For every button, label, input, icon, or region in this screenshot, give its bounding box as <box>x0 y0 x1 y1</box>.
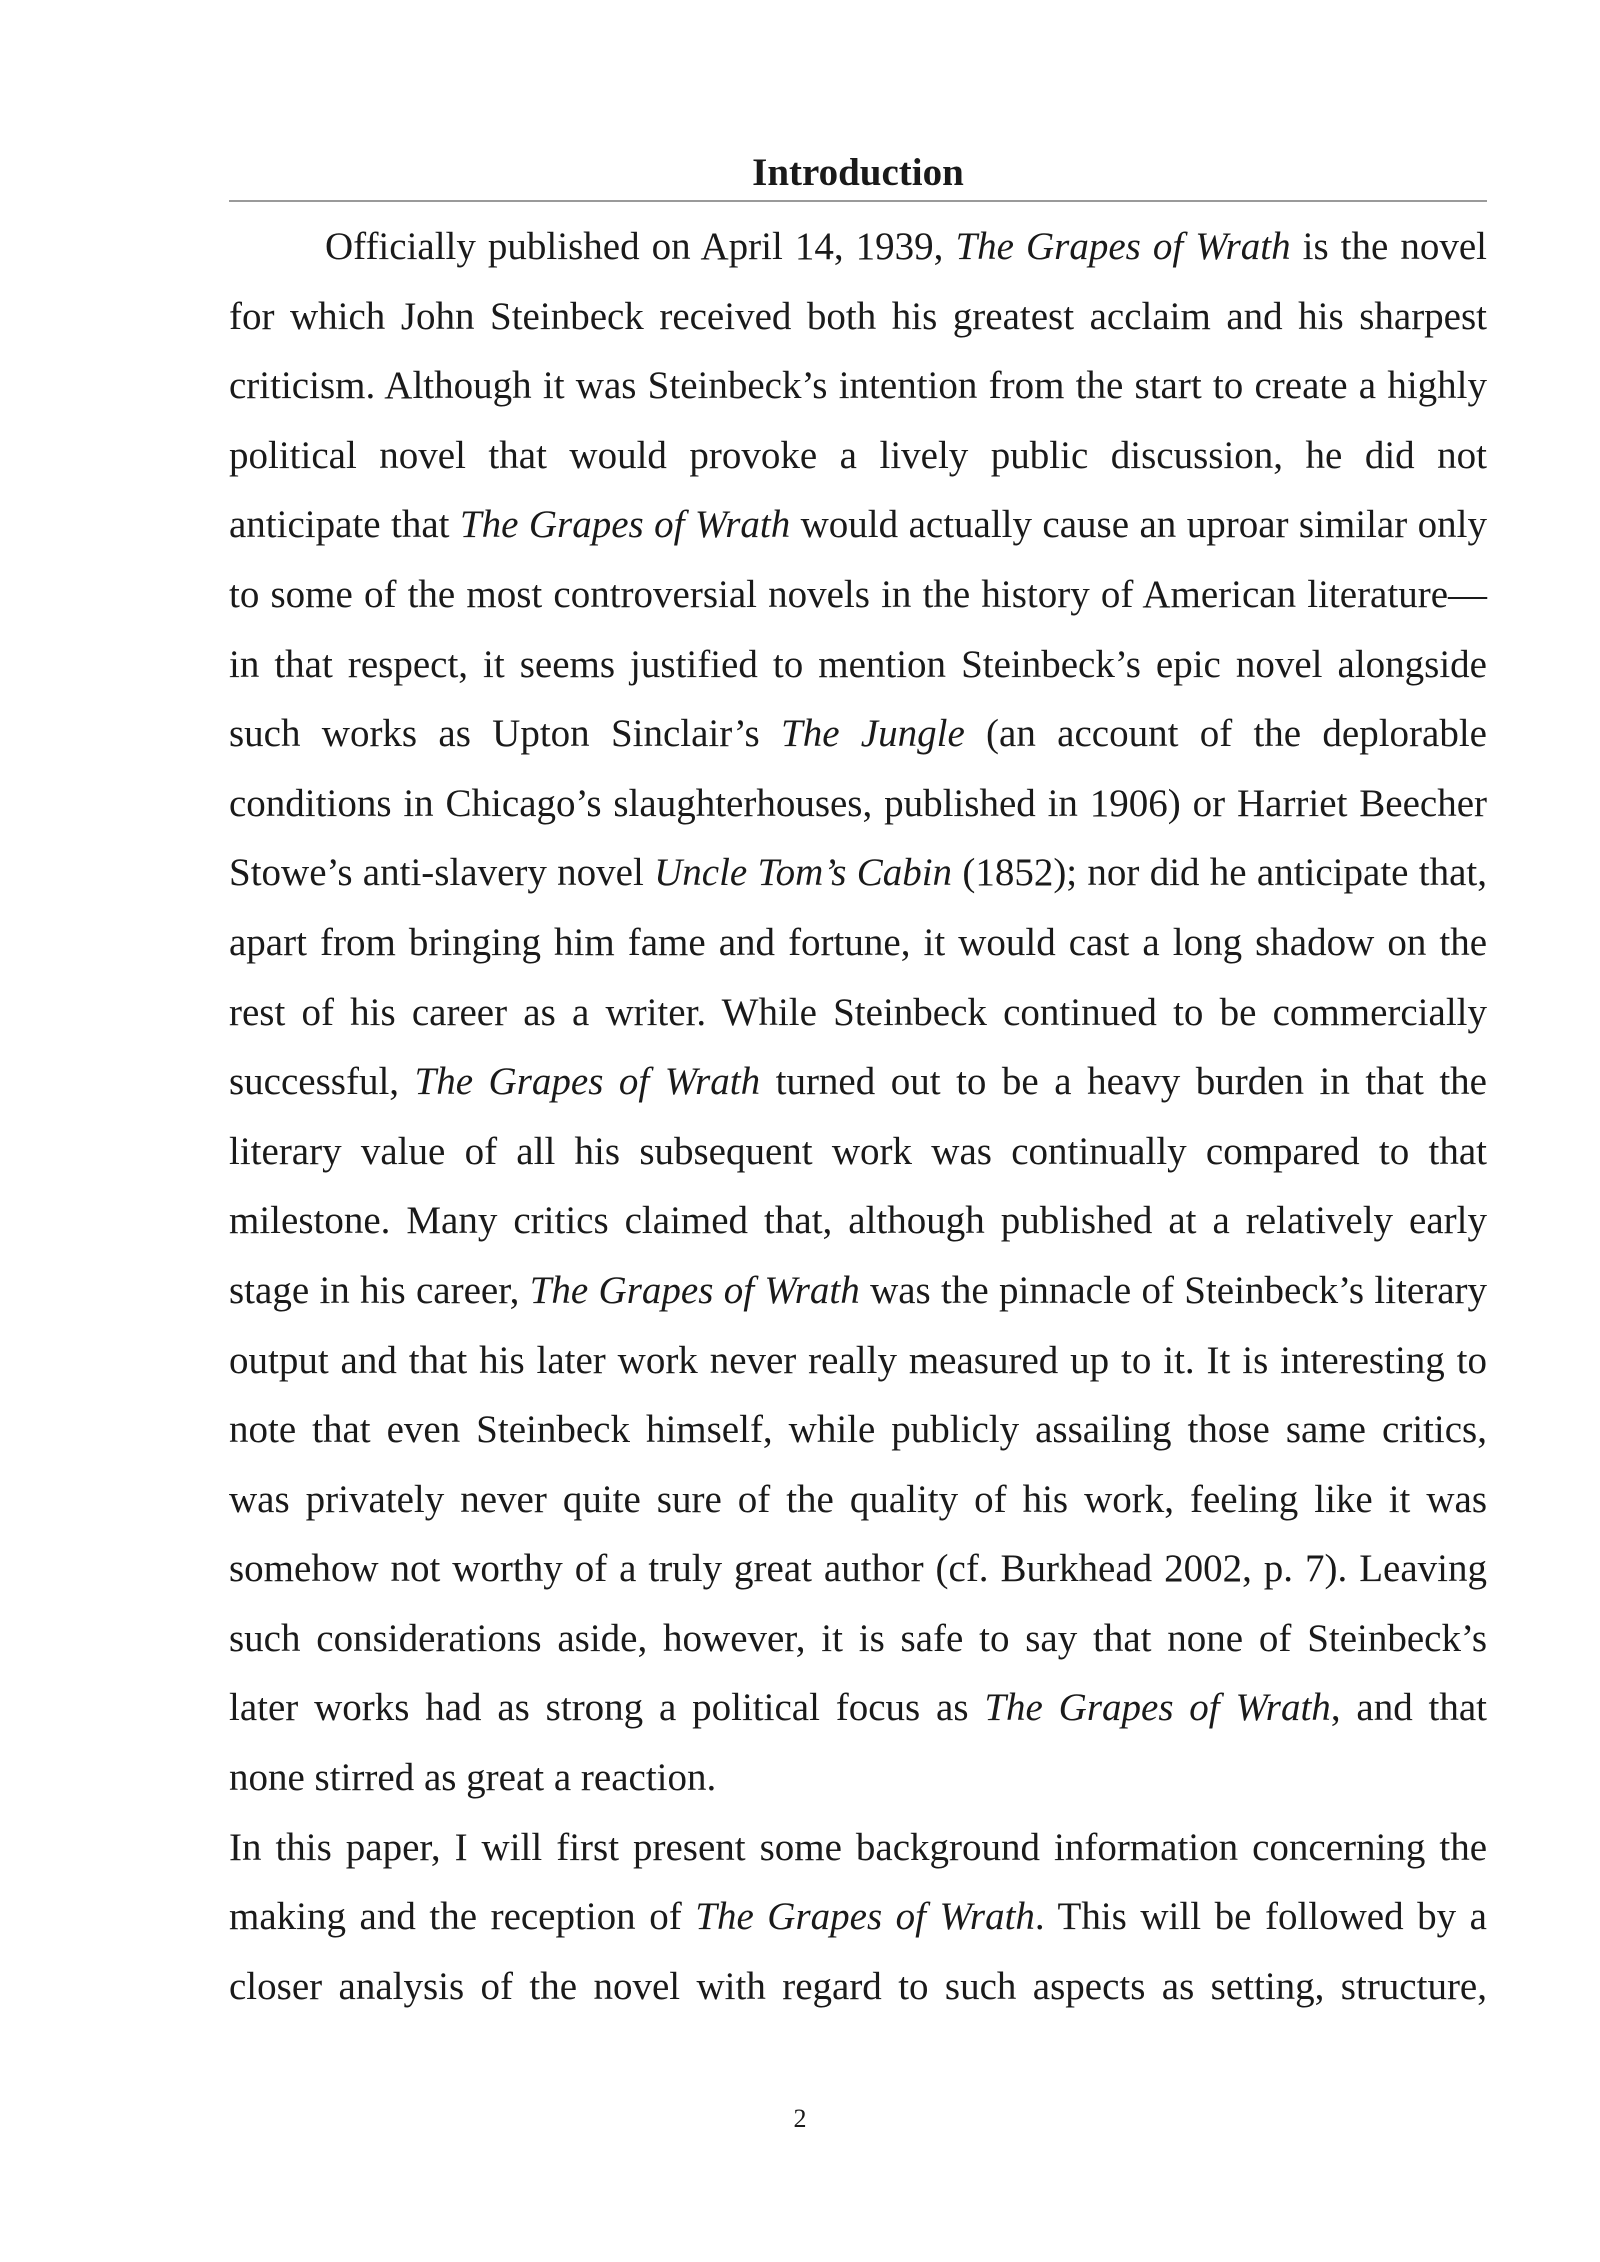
book-title: The Grapes of Wrath <box>695 1895 1035 1939</box>
book-title: Uncle Tom’s Cabin <box>654 851 953 895</box>
text-run: (1852); nor did he anticipate that, apart from bringing him fame and fortune, it would cast a long shadow on the rest of his career as a writer. While Steinbeck continued to be commercially successful, <box>229 851 1487 1104</box>
text-run: turned out to be a heavy burden in that the literary value of all his subsequent work was continually compared to that milestone. Many critics claimed that, although published at a relatively early stage in his career, <box>229 1060 1487 1312</box>
paragraph-outline <box>229 1813 1487 2022</box>
text-run: would actually cause an uproar similar only to some of the most controversial novels in the history of American literature—in that respect, it seems justified to mention Steinbeck’s epic novel alongside such works as Upton Sinclair’s <box>229 503 1487 756</box>
page-content <box>229 148 1487 2021</box>
paragraph-intro <box>229 212 1487 1813</box>
page-number: 2 <box>793 2104 807 2133</box>
text-run: In this paper, I will first present some background information concerning the making and the reception of <box>229 1825 1487 1939</box>
book-title: The Grapes of Wrath <box>984 1686 1331 1730</box>
book-title: The Grapes of Wrath <box>955 225 1291 268</box>
text-run: Officially published on April 14, 1939, <box>325 225 956 268</box>
book-title: The Jungle <box>781 712 965 756</box>
book-title: The Grapes of Wrath <box>459 503 791 547</box>
text-run: , and that none stirred as great a reaction. <box>229 1686 1487 1800</box>
book-title: The Grapes of Wrath <box>414 1060 761 1104</box>
book-title: The Grapes of Wrath <box>529 1268 860 1312</box>
text-run: . This will be followed by a closer analysis of the novel with regard to such aspects as setting, structure, <box>229 1895 1487 2008</box>
text-run: was the pinnacle of Steinbeck’s literary output and that his later work never really measured up to it. It is interesting to note that even Steinbeck himself, while publicly assailing those same critics, was privately never quite sure of the quality of his work, feeling like it was somehow not worthy of a truly great author (cf. Burkhead 2002, p. 7). Leaving such considerations aside, however, it is safe to say that none of Steinbeck’s later works had as strong a political focus as <box>229 1268 1488 1730</box>
text-run: (an account of the deplorable conditions in Chicago’s slaughterhouses, published in 1906) or Harriet Beecher Stowe’s anti-slavery novel <box>229 712 1487 895</box>
text-run: is the novel for which John Steinbeck received both his greatest acclaim and his sharpest criticism. Although it was Steinbeck’s intention from the start to create a highly political novel that would provoke a lively public discussion, he did not anticipate that <box>229 225 1487 547</box>
section-heading: Introduction <box>229 148 1487 202</box>
